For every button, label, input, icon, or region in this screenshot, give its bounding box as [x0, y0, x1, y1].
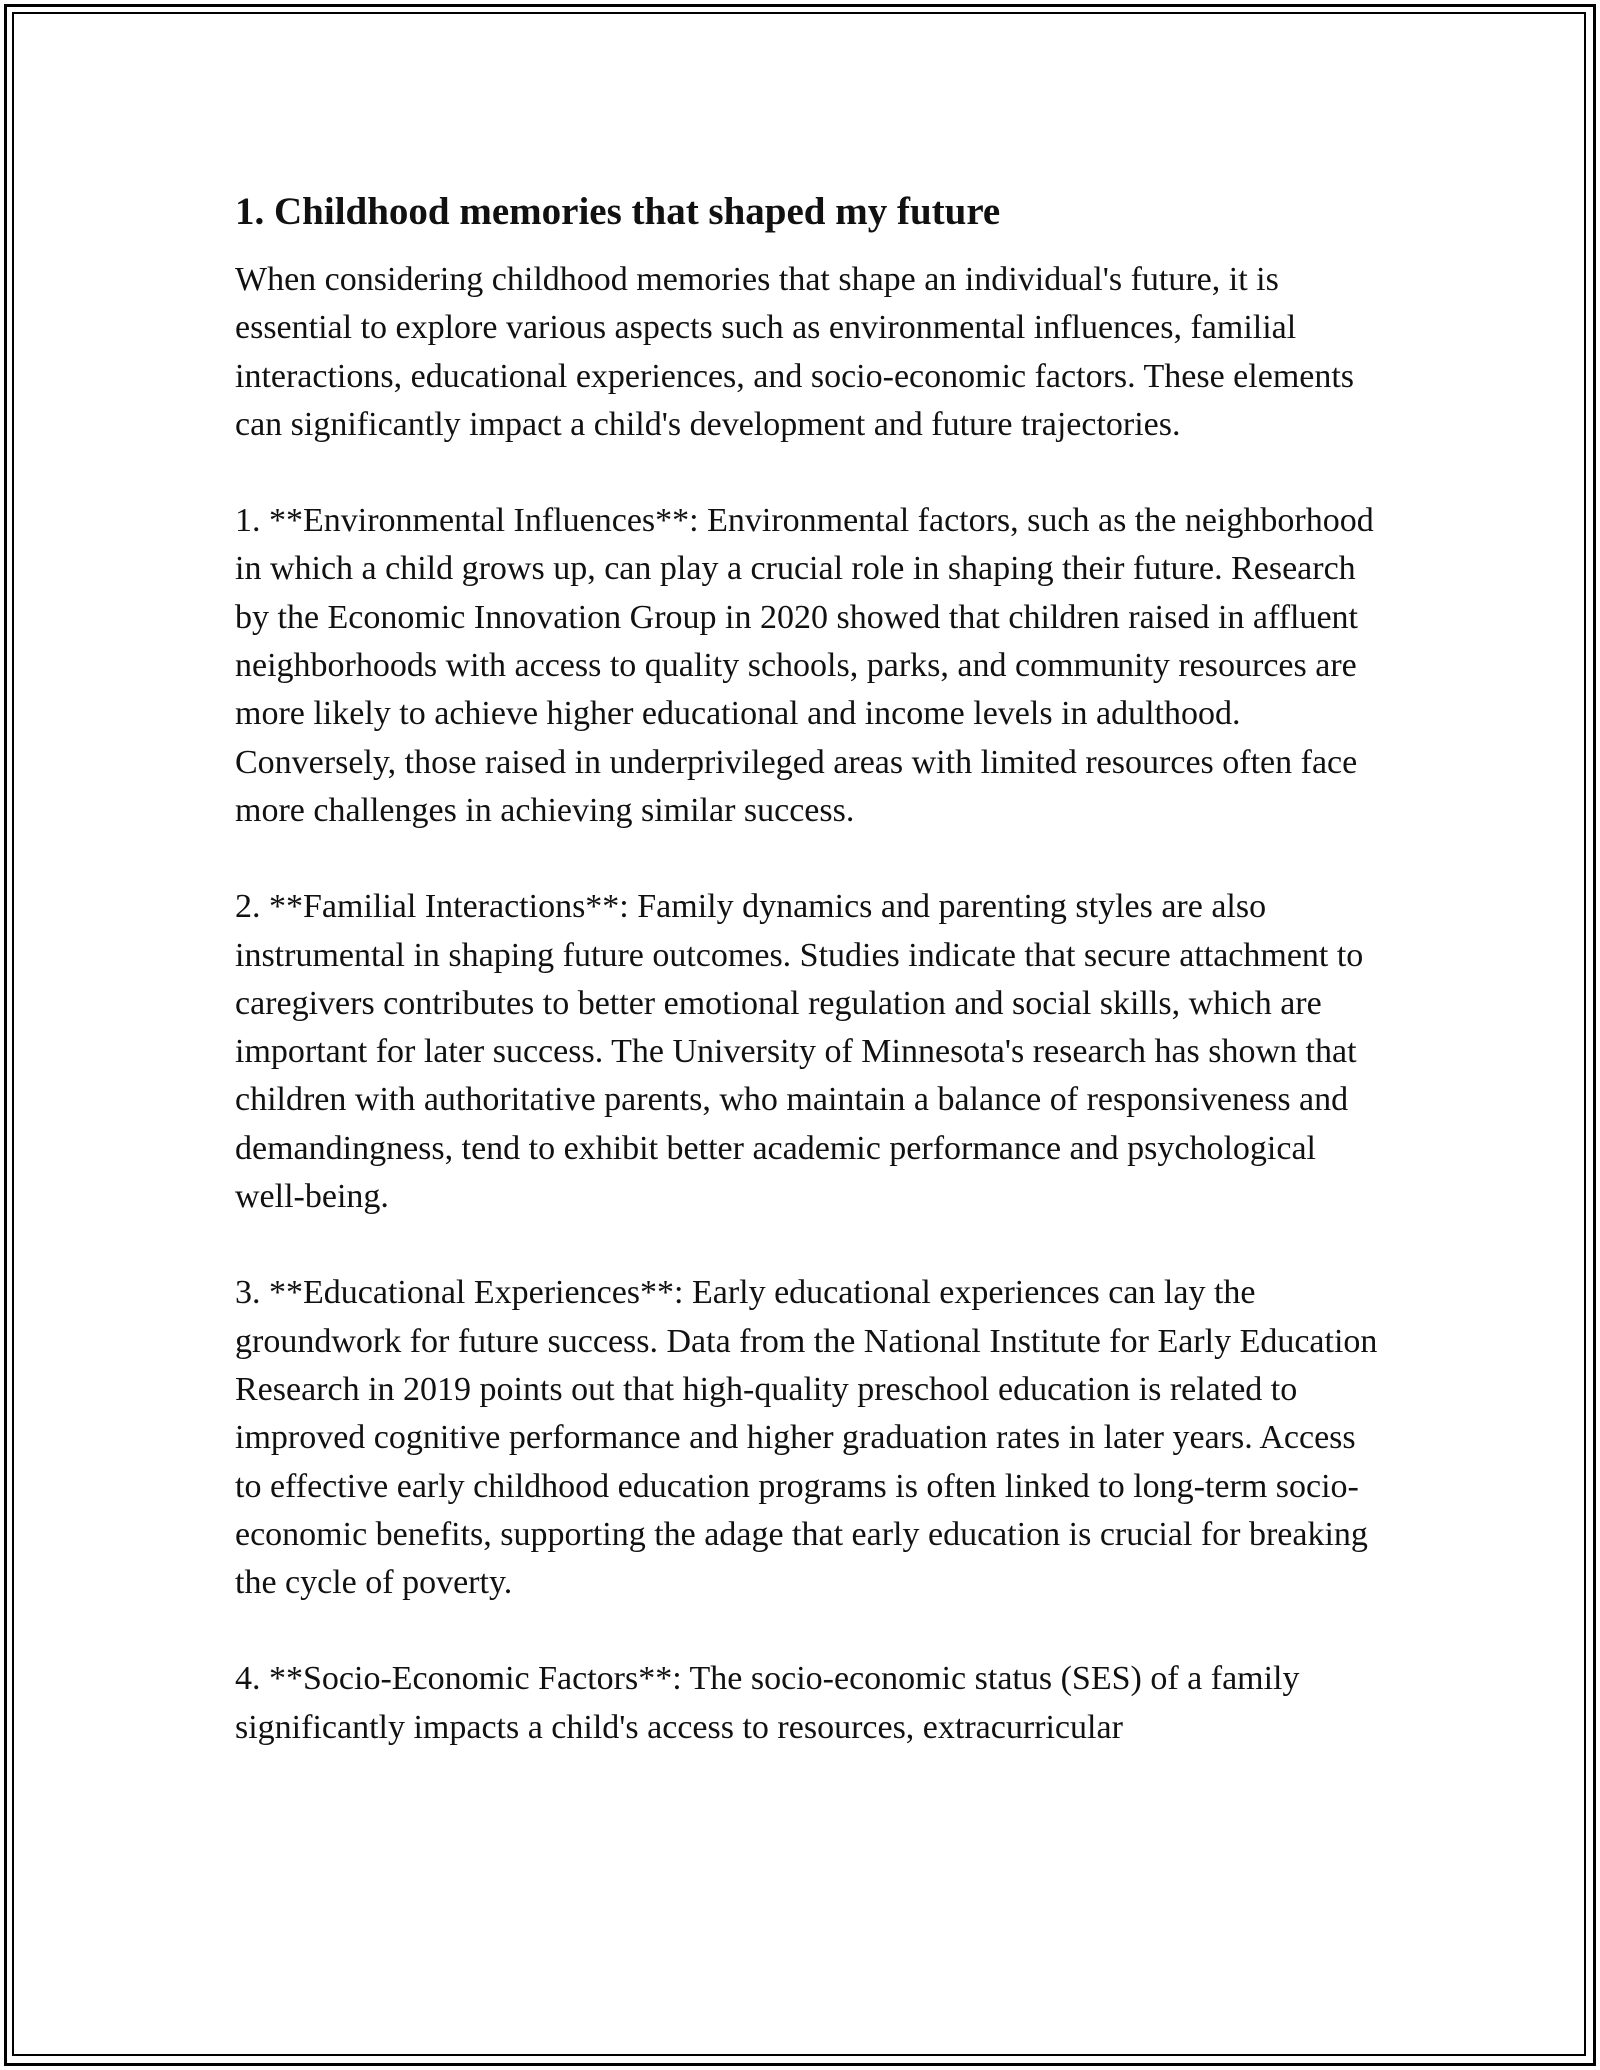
section-title: 1. Childhood memories that shaped my future	[235, 190, 1001, 233]
document-body	[235, 186, 1385, 1752]
paragraph-familial-interactions: 2. **Familial Interactions**: Family dynamics and parenting styles are also instrumental in shaping future outcomes. Studies indicate that secure attachment to caregivers contributes to better emotional regulation and social skills, which are important for later success. The University of Minnesota's research has shown that children with authoritative parents, who maintain a balance of responsiveness and demandingness, tend to exhibit better academic performance and psychological well-being.	[235, 888, 1364, 1216]
paragraph-environmental-influences: 1. **Environmental Influences**: Environmental factors, such as the neighborhood in which a child grows up, can play a crucial role in shaping their future. Research by the Economic Innovation Group in 2020 showed that children raised in affluent neighborhoods with access to quality schools, parks, and community resources are more likely to achieve higher educational and income levels in adulthood. Conversely, those raised in underprivileged areas with limited resources often face more challenges in achieving similar success.	[235, 502, 1374, 829]
paragraph-educational-experiences: 3. **Educational Experiences**: Early educational experiences can lay the groundwork for future success. Data from the National Institute for Early Education Research in 2019 points out that high-quality preschool education is related to improved cognitive performance and higher graduation rates in later years. Access to effective early childhood education programs is often linked to long-term socio-economic benefits, supporting the adage that early education is crucial for breaking the cycle of poverty.	[235, 1274, 1378, 1602]
intro-paragraph: When considering childhood memories that shape an individual's future, it is essential to explore various aspects such as environmental influences, familial interactions, educational experiences, and socio-economic factors. These elements can significantly impact a child's development and future trajectories.	[235, 261, 1355, 443]
paragraph-socio-economic-factors: 4. **Socio-Economic Factors**: The socio-economic status (SES) of a family significantly impacts a child's access to resources, extracurricular	[235, 1660, 1300, 1746]
